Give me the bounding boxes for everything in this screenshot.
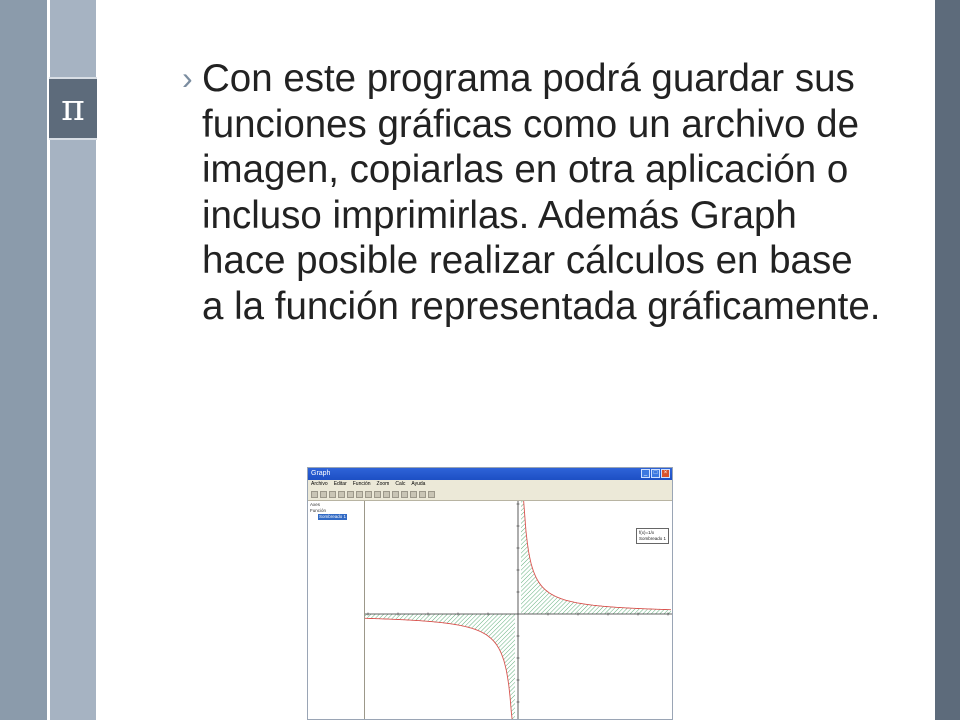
add-series-icon bbox=[347, 491, 354, 498]
menu-zoom: Zoom bbox=[376, 481, 390, 487]
function-graph bbox=[365, 501, 672, 720]
zoom-in-icon bbox=[401, 491, 408, 498]
tree-item-axes: Axes bbox=[310, 502, 321, 507]
add-function-icon bbox=[338, 491, 345, 498]
bullet-paragraph bbox=[182, 56, 882, 330]
delete-icon bbox=[374, 491, 381, 498]
zoom-out-icon bbox=[410, 491, 417, 498]
menu-archivo: Archivo bbox=[311, 481, 328, 487]
maximize-icon: □ bbox=[651, 469, 660, 478]
pi-symbol-box bbox=[49, 77, 97, 140]
app-body bbox=[308, 501, 672, 719]
tree-item-function: Función bbox=[310, 508, 327, 513]
right-decorative-band bbox=[935, 0, 960, 720]
menu-editar: Editar bbox=[333, 481, 347, 487]
bullet-text: Con este programa podrá guardar sus funciones gráficas como un archivo de imagen, copiarlas en otra aplicación o incluso imprimirlas. Además Graph hace posible realizar cálculos en base a la función representada gráficamente. bbox=[202, 57, 881, 328]
left-decorative-band bbox=[0, 0, 47, 720]
plot-area bbox=[365, 501, 672, 719]
move-icon bbox=[428, 491, 435, 498]
new-icon bbox=[311, 491, 318, 498]
app-toolbar bbox=[308, 489, 672, 501]
app-window-title: Graph bbox=[311, 470, 331, 477]
bullet-chevron-icon: › bbox=[182, 60, 193, 96]
open-icon bbox=[320, 491, 327, 498]
insert-label-icon bbox=[383, 491, 390, 498]
menu-funcion: Función bbox=[352, 481, 371, 487]
menu-ayuda: Ayuda bbox=[411, 481, 426, 487]
function-tree bbox=[308, 501, 365, 719]
app-title-bar bbox=[308, 468, 672, 480]
close-icon: × bbox=[661, 469, 670, 478]
edit-icon bbox=[365, 491, 372, 498]
legend-entry-shade: Sombreado 1 bbox=[638, 536, 666, 541]
add-point-icon bbox=[356, 491, 363, 498]
save-icon bbox=[329, 491, 336, 498]
tree-item-selected: Sombreado 1 bbox=[319, 514, 347, 519]
shade-icon bbox=[392, 491, 399, 498]
app-menu-bar bbox=[308, 480, 672, 489]
legend-entry-function: f(x)=1/x bbox=[638, 530, 655, 535]
plot-legend bbox=[636, 528, 669, 544]
menu-calc: Calc bbox=[395, 481, 406, 487]
zoom-square-icon bbox=[419, 491, 426, 498]
graph-app-screenshot bbox=[307, 467, 673, 720]
pi-icon: π bbox=[61, 87, 85, 129]
minimize-icon: _ bbox=[641, 469, 650, 478]
